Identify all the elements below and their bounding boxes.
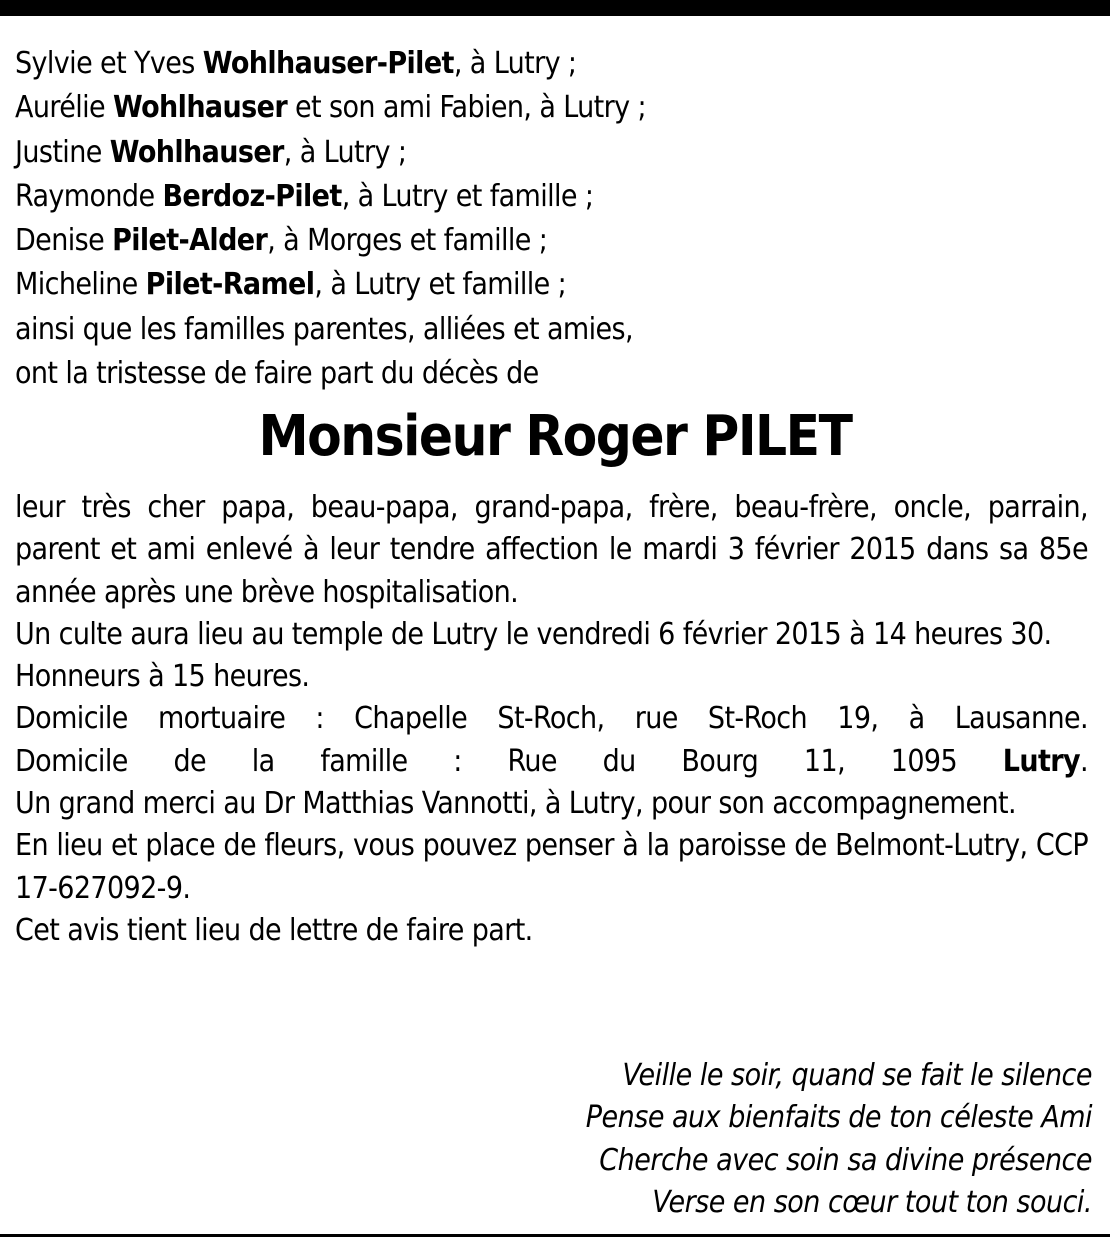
poem-line: Verse en son cœur tout ton souci.: [652, 1184, 1092, 1220]
family-line: Raymonde Berdoz-Pilet, à Lutry et famille ;: [15, 178, 594, 214]
poem-line: Pense aux bienfaits de ton céleste Ami: [585, 1100, 1092, 1136]
paragraph-service: Un culte aura lieu au temple de Lutry le vendredi 6 février 2015 à 14 heures 30.: [15, 616, 1052, 652]
family-line: Justine Wohlhauser, à Lutry ;: [15, 134, 407, 170]
paragraph-notice: Cet avis tient lieu de lettre de faire part.: [15, 912, 533, 948]
poem-line: Veille le soir, quand se fait le silence: [622, 1058, 1092, 1093]
family-surname: Wohlhauser-Pilet: [202, 46, 454, 81]
family-surname: Wohlhauser: [113, 90, 288, 126]
family-surname: Berdoz-Pilet: [162, 178, 342, 214]
paragraph-tribute: leur très cher papa, beau-papa, grand-papa, frère, beau-frère, oncle, parrain, parent et ami enlevé à leur tendre affection le mardi 3 février 2015 dans sa 85e année après une brève hospitalisation.: [15, 490, 1088, 610]
family-line: Aurélie Wohlhauser et son ami Fabien, à Lutry ;: [15, 90, 646, 126]
address-town: Lutry: [1002, 743, 1081, 779]
notice-body: [15, 487, 1088, 952]
family-line: ainsi que les familles parentes, alliées et amies,: [15, 311, 633, 347]
family-surname: Wohlhauser: [109, 134, 284, 170]
paragraph-mortuary: Domicile mortuaire : Chapelle St-Roch, rue St-Roch 19, à Lausanne.: [15, 701, 1088, 737]
family-surname: Pilet-Ramel: [145, 267, 315, 303]
top-border-rule: [0, 0, 1110, 16]
paragraph-thanks: Un grand merci au Dr Matthias Vannotti, à Lutry, pour son accompagnement.: [15, 786, 1016, 822]
paragraph-flowers: En lieu et place de fleurs, vous pouvez penser à la paroisse de Belmont-Lutry, CCP 17-627092-9.: [15, 828, 1088, 906]
family-line: Denise Pilet-Alder, à Morges et famille ;: [15, 223, 548, 259]
bottom-border-rule: [0, 1234, 1110, 1237]
family-list: [15, 42, 1095, 396]
family-line: Micheline Pilet-Ramel, à Lutry et famille ;: [15, 267, 567, 303]
family-line: Sylvie et Yves Wohlhauser-Pilet, à Lutry ;: [15, 46, 577, 81]
deceased-name-heading: Monsieur Roger PILET: [258, 404, 852, 469]
family-line: ont la tristesse de faire part du décès de: [15, 356, 539, 392]
paragraph-honours: Honneurs à 15 heures.: [15, 659, 310, 695]
paragraph-family-address: Domicile de la famille : Rue du Bourg 11, 1095 Lutry.: [15, 743, 1088, 779]
poem: [586, 1055, 1092, 1224]
family-surname: Pilet-Alder: [112, 223, 268, 259]
poem-line: Cherche avec soin sa divine présence: [599, 1142, 1092, 1178]
